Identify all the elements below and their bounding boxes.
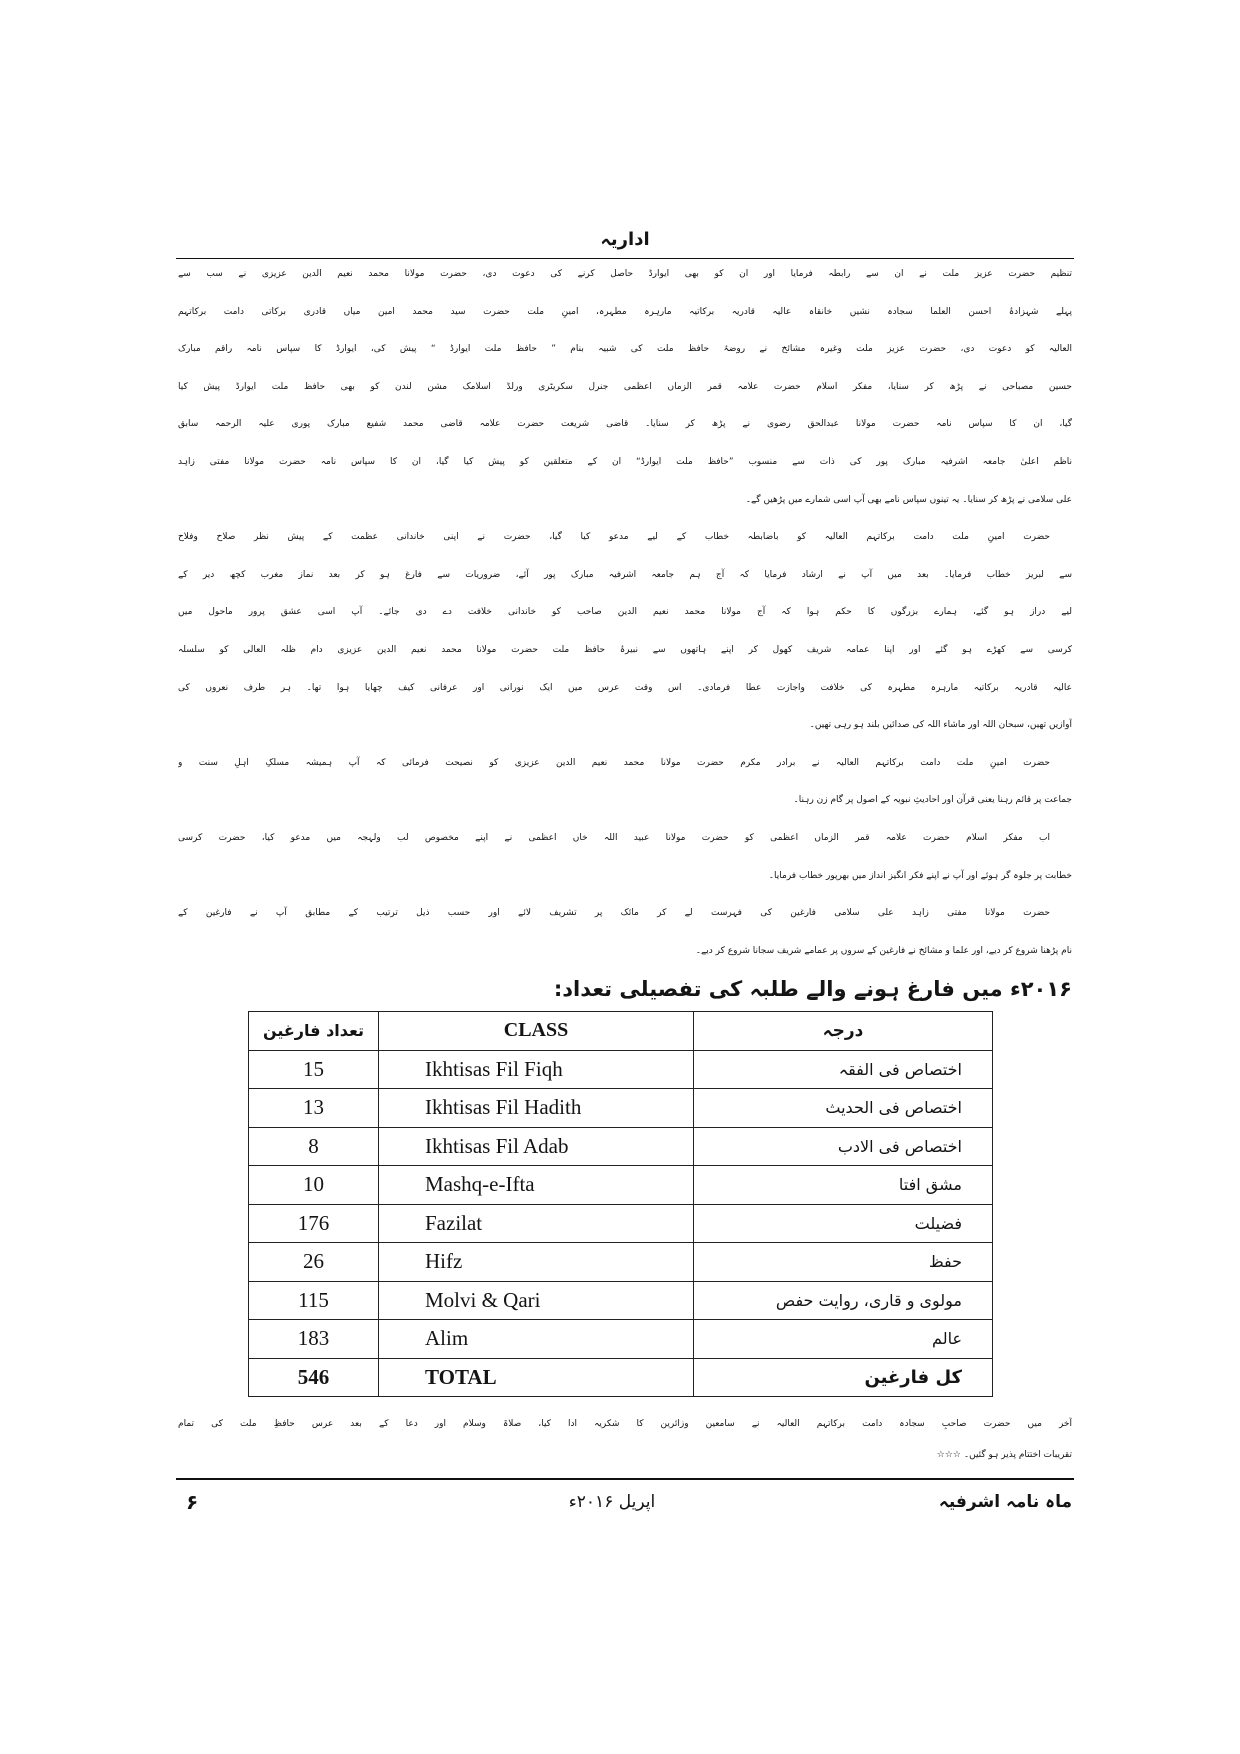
class-cell: Hifz <box>379 1243 694 1282</box>
body-line: آوازیں تھیں، سبحان اللہ اور ماشاء اللہ کی صدائیں بلند ہو رہی تھیں۔ <box>809 720 1072 731</box>
body-line: عالیہ قادریہ برکاتیہ مارہرہ مطہرہ کی خلافت واجازت عطا فرمادی۔ اس وقت عرس میں ایک نورانی اور عرفانی کیف چھایا ہوا تھا۔ ہر طرف نعروں کی <box>178 682 1072 693</box>
closing-line: تقریبات اختتام پذیر ہو گئیں۔ ☆☆☆ <box>936 1450 1072 1460</box>
darja-cell: اختصاص فی الادب <box>694 1127 993 1166</box>
darja-cell: اختصاص فی الفقہ <box>694 1050 993 1089</box>
body-line: حضرت امینِ ملت دامت برکاتہم العالیہ کو باضابطہ خطاب کے لیے مدعو کیا گیا، حضرت نے اپنی خاندانی عظمت کے پیش نظر صلاح وفلاح <box>178 532 1050 543</box>
body-line: سے لبریز خطاب فرمایا۔ بعد میں آپ نے ارشاد فرمایا کہ آج ہم جامعہ اشرفیہ مبارک پور آئے، ضروریات سے فارغ ہو کر بعد نماز مغرب کچھ دیر کے <box>178 569 1072 580</box>
total-class-cell: TOTAL <box>379 1358 694 1397</box>
footer-rule <box>176 1478 1074 1480</box>
graduates-table <box>248 1011 993 1397</box>
body-line: کرسی سے کھڑے ہو گئے اور اپنا عمامہ شریف کھول کر اپنے ہاتھوں سے نبیرۂ حافظ ملت حضرت مولانا محمد نعیم الدین عزیزی دام ظلہ العالی کو سلسلہ <box>178 644 1072 655</box>
table-row <box>249 1281 993 1320</box>
body-line: خطابت پر جلوہ گر ہوئے اور آپ نے اپنے فکر انگیز انداز میں بھرپور خطاب فرمایا۔ <box>768 870 1072 881</box>
editorial-body <box>178 256 1072 970</box>
total-count-cell: 546 <box>249 1358 379 1397</box>
body-line: لیے دراز ہو گئے، ہمارے بزرگوں کا حکم ہوا کہ آج مولانا محمد نعیم الدین صاحب کو خاندانی خلافت دے دی جائے۔ آپ اسی عشق پرور ماحول میں <box>178 607 1072 618</box>
header-count: تعداد فارغین <box>249 1012 379 1051</box>
class-cell: Fazilat <box>379 1204 694 1243</box>
class-cell: Ikhtisas Fil Adab <box>379 1127 694 1166</box>
magazine-name: ماہ نامہ اشرفیہ <box>938 1492 1072 1512</box>
section-title: اداریہ <box>600 229 650 250</box>
darja-cell: عالم <box>694 1320 993 1359</box>
body-line: نام پڑھنا شروع کر دیے، اور علما و مشائخ نے فارغین کے سروں پر عمامے شریف سجانا شروع کر دیے۔ <box>695 945 1072 956</box>
table-row <box>249 1320 993 1359</box>
class-cell: Molvi & Qari <box>379 1281 694 1320</box>
body-line: حضرت مولانا مفتی زاہد علی سلامی فارغین کی فہرست لے کر مائک پر تشریف لائے اور حسب ذیل ترتیب کے مطابق آپ نے فارغین کے <box>178 908 1050 919</box>
issue-date: اپریل ۲۰۱۶ء <box>568 1492 656 1512</box>
count-cell: 176 <box>249 1204 379 1243</box>
total-darja-cell: کل فارغین <box>694 1358 993 1397</box>
class-cell: Ikhtisas Fil Fiqh <box>379 1050 694 1089</box>
body-line: اب مفکر اسلام حضرت علامہ قمر الزماں اعظمی کو حضرت مولانا عبید اللہ خاں اعظمی نے اپنے مخصوص لب ولہجہ میں مدعو کیا، حضرت کرسی <box>178 832 1050 843</box>
table-total-row <box>249 1358 993 1397</box>
table-heading: ۲۰۱۶ء میں فارغ ہونے والے طلبہ کی تفصیلی تعداد: <box>553 977 1072 1001</box>
table-row <box>249 1204 993 1243</box>
body-line: حضرت امینِ ملت دامت برکاتہم العالیہ نے برادر مکرم حضرت مولانا محمد نعیم الدین عزیزی کو نصیحت فرمائی کہ آپ ہمیشہ مسلکِ اہلِ سنت و <box>178 757 1050 768</box>
table-row <box>249 1127 993 1166</box>
header-class: CLASS <box>379 1012 694 1051</box>
page-number: ۶ <box>186 1490 199 1514</box>
darja-cell: فضیلت <box>694 1204 993 1243</box>
body-line: تنظیم حضرت عزیز ملت نے ان سے رابطہ فرمایا اور ان کو بھی ایوارڈ حاصل کرنے کی دعوت دی، حضرت مولانا محمد نعیم الدین عزیزی نے سب سے <box>178 269 1072 279</box>
body-line: جماعت پر قائم رہنا یعنی قرآن اور احادیثِ نبویہ کے اصول پر گام زن رہنا۔ <box>793 795 1072 806</box>
count-cell: 10 <box>249 1166 379 1205</box>
body-line: حسین مصباحی نے پڑھ کر سنایا، مفکر اسلام حضرت علامہ قمر الزماں اعظمی جنرل سکریٹری ورلڈ اسلامک مشن لندن کو بھی حافظ ملت ایوارڈ پیش کیا <box>178 381 1072 392</box>
closing-paragraph <box>178 1409 1072 1471</box>
count-cell: 26 <box>249 1243 379 1282</box>
table-row <box>249 1050 993 1089</box>
class-cell: Ikhtisas Fil Hadith <box>379 1089 694 1128</box>
header-darja: درجہ <box>694 1012 993 1051</box>
count-cell: 8 <box>249 1127 379 1166</box>
count-cell: 183 <box>249 1320 379 1359</box>
body-line: پہلے شہزادۂ احسن العلما سجادہ نشیں خانقاہ عالیہ قادریہ برکاتیہ مارہرہ مطہرہ، امینِ ملت حضرت سید محمد امین میاں قادری برکاتی دامت برکاتہم <box>178 306 1072 317</box>
darja-cell: مولوی و قاری، روایت حفص <box>694 1281 993 1320</box>
body-line: ناظم اعلیٰ جامعہ اشرفیہ مبارک پور کی ذات سے منسوب ”حافظ ملت ایوارڈ“ ان کے متعلقین کو پیش کیا گیا، ان کا سپاس نامہ حضرت مولانا مفتی زاہد <box>178 456 1072 467</box>
darja-cell: اختصاص فی الحدیث <box>694 1089 993 1128</box>
table-row <box>249 1166 993 1205</box>
table-row <box>249 1243 993 1282</box>
body-line: گیا، ان کا سپاس نامہ حضرت مولانا عبدالحق رضوی نے پڑھ کر سنایا۔ قاضی شریعت حضرت علامہ قاضی محمد شفیع مبارک پوری علیہ الرحمہ سابق <box>178 419 1072 430</box>
table-row <box>249 1089 993 1128</box>
count-cell: 115 <box>249 1281 379 1320</box>
closing-line: آخر میں حضرت صاحبِ سجادہ دامت برکاتہم العالیہ نے سامعین وزائرین کا شکریہ ادا کیا، صلاۃ وسلام اور دعا کے بعد عرس حافظِ ملت کی تمام <box>178 1419 1072 1429</box>
class-cell: Mashq-e-Ifta <box>379 1166 694 1205</box>
class-cell: Alim <box>379 1320 694 1359</box>
darja-cell: مشق افتا <box>694 1166 993 1205</box>
table-header-row <box>249 1012 993 1051</box>
count-cell: 13 <box>249 1089 379 1128</box>
darja-cell: حفظ <box>694 1243 993 1282</box>
body-line: العالیہ کو دعوت دی، حضرت عزیز ملت وغیرہ مشائخ نے روضۂ حافظ ملت کی شبیہ بنام ” حافظ ملت ایوارڈ “ پیش کی، ایوارڈ کا سپاس نامہ راقم مبارک <box>178 344 1072 355</box>
body-line: علی سلامی نے پڑھ کر سنایا۔ یہ تینوں سپاس نامے بھی آپ اسی شمارے میں پڑھیں گے۔ <box>745 494 1072 505</box>
count-cell: 15 <box>249 1050 379 1089</box>
